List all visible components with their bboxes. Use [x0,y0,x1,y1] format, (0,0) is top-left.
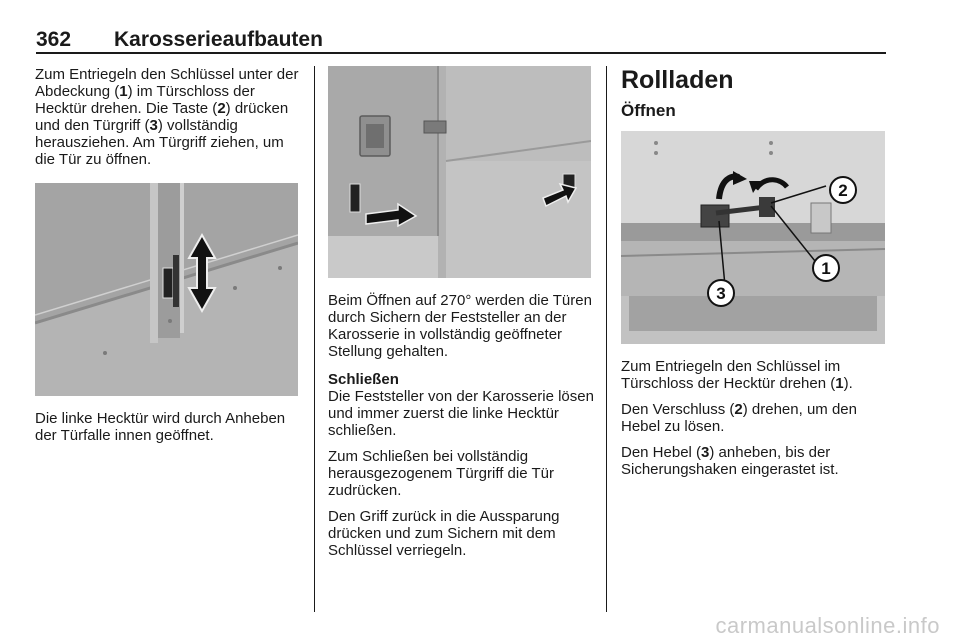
header-rule [36,52,886,54]
lever-paragraph: Den Hebel (3) anheben, bis der Sicherungshaken eingerastet ist. [621,444,839,478]
page-header [36,28,886,52]
column-2-text [328,292,596,559]
unlock-paragraph: Zum Entriegeln den Schlüssel im Türschloss der Hecktür drehen (1). [621,358,853,392]
door-latch-figure [35,183,298,396]
callout-2: 2 [838,181,848,200]
callout-1: 1 [821,259,831,278]
column-3-text [621,358,886,478]
intro-paragraph: Zum Entriegeln den Schlüssel unter der Abdeckung (1) im Türschloss der Hecktür drehen. Die Taste (2) drücken und den Türgriff (3) vollständig herausziehen. Am Türgriff ziehen, um die Tür zu öffnen. [35,66,299,168]
closing-heading-para: Schließen Die Feststeller von der Karosserie lösen und immer zuerst die linke Hecktür schließen. [328,371,594,439]
chapter-title: Karosserieaufbauten [114,28,323,51]
release-paragraph: Den Verschluss (2) drehen, um den Hebel zu lösen. [621,401,857,435]
closing-heading: Schließen [328,371,399,388]
doors-open-figure [328,66,591,278]
page-number: 362 [36,28,72,51]
watermark: carmanualsonline.info [715,613,940,638]
section-title: Rollladen [621,66,734,94]
callout-3: 3 [716,284,726,303]
column-divider-1 [314,66,315,612]
column-divider-2 [606,66,607,612]
figure-caption-1: Die linke Hecktür wird durch Anheben der Türfalle innen geöffnet. [35,410,286,444]
closing-paragraph-3: Den Griff zurück in die Aussparung drücken und zum Sichern mit dem Schlüssel verriegeln. [328,508,560,559]
closing-paragraph-2: Zum Schließen bei vollständig herausgezogenem Türgriff die Tür zudrücken. [328,448,554,499]
section-subtitle: Öffnen [621,101,676,120]
open-270-paragraph: Beim Öffnen auf 270° werden die Türen durch Sichern der Feststeller an der Karosserie in vollständig geöffneter Stellung gehalten. [328,292,592,360]
column-1 [35,66,300,168]
shutter-lock-figure [621,131,885,344]
